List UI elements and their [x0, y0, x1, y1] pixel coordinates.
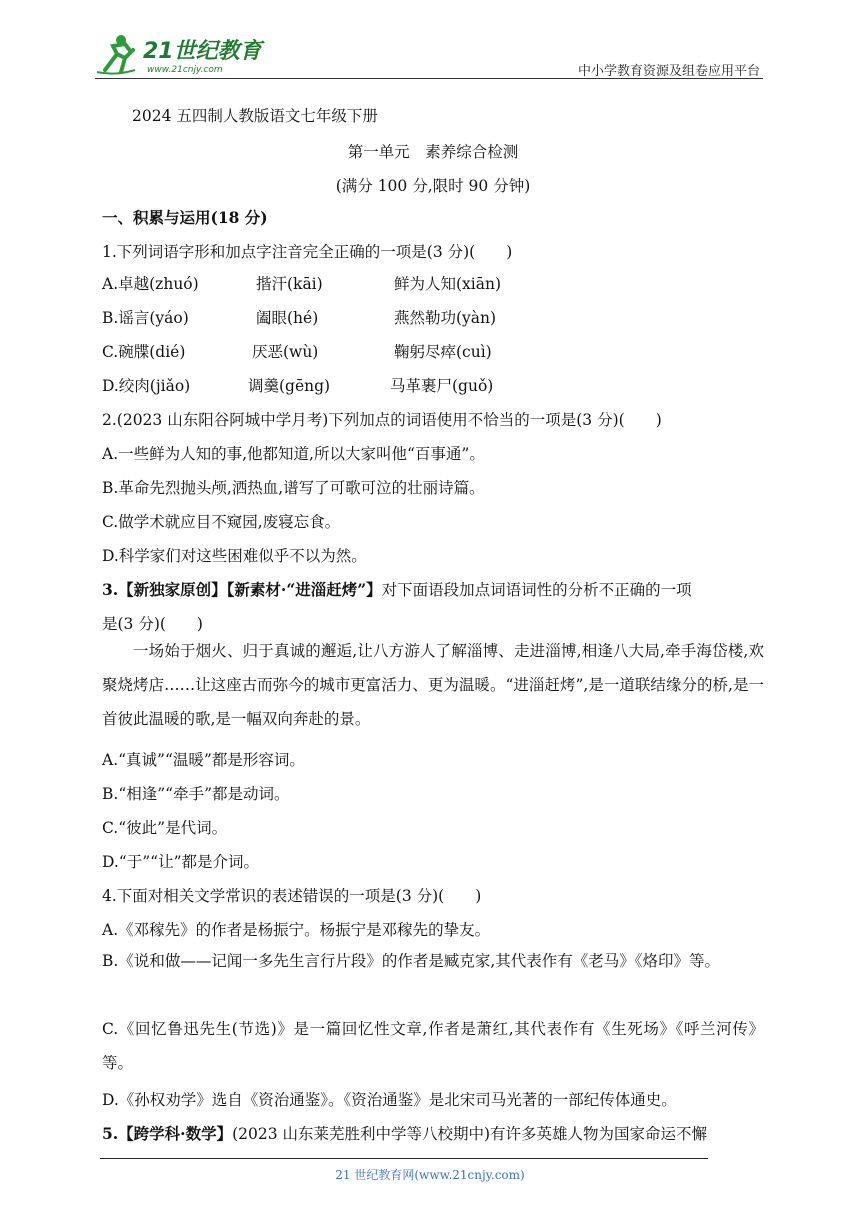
q3-option-c: C.“彼此”是代词。 [102, 819, 228, 837]
q4-option-d: D.《孙权劝学》选自《资治通鉴》。《资治通鉴》是北宋司马光著的一部纪传体通史。 [102, 1091, 677, 1109]
exam-title: 第一单元 素养综合检测 [347, 143, 519, 161]
exam-subtitle: (满分 100 分,限时 90 分钟) [335, 177, 531, 195]
q3-stem-line2: 是(3 分)( ) [102, 615, 203, 633]
section-heading: 一、积累与运用(18 分) [102, 208, 268, 227]
q3-stem: 3.【新独家原创】【新素材·“进淄赶烤”】对下面语段加点词语词性的分析不正确的一项 [102, 580, 692, 599]
q2-option-d: D.科学家们对这些困难似乎不以为然。 [102, 547, 367, 565]
q3-passage: 一场始于烟火、归于真诚的邂逅,让八方游人了解淄博、走进淄博,相逢八大局,牵手海岱楼,欢聚烧烤店……让这座古而弥今的城市更富活力、更为温暖。“进淄赶烤”,是一道联结缘分的桥,是一首彼此温暖的歌,是一幅双向奔赴的景。 [102, 642, 764, 728]
q3-option-b: B.“相逢”“牵手”都是动词。 [102, 785, 290, 803]
footer-text: 21 世纪教育网(www.21cnjy.com) [335, 1168, 525, 1182]
q3-option-d: D.“于”“让”都是介词。 [102, 853, 259, 871]
header-divider [95, 78, 763, 79]
q4-option-b: B.《说和做——记闻一多先生言行片段》的作者是臧克家,其代表作有《老马》《烙印》等。 [102, 952, 720, 970]
q3-tag: 3.【新独家原创】【新素材·“进淄赶烤”】 [102, 580, 382, 599]
logo-text: 21世纪教育 [143, 39, 262, 64]
q2-option-a: A.一些鲜为人知的事,他都知道,所以大家叫他“百事通”。 [102, 445, 485, 463]
q5-tag: 5.【跨学科·数学】 [102, 1124, 233, 1143]
logo-url: www.21cnjy.com [147, 65, 223, 75]
footer-divider [100, 1158, 708, 1159]
runner-icon [97, 35, 135, 74]
q5-stem: 5.【跨学科·数学】(2023 山东莱芜胜利中学等八校期中)有许多英雄人物为国家命运不懈 [102, 1124, 708, 1143]
q3-option-a: A.“真诚”“温暖”都是形容词。 [102, 751, 305, 769]
site-logo [95, 32, 265, 78]
q4-option-a: A.《邓稼先》的作者是杨振宁。杨振宁是邓稼先的挚友。 [102, 921, 491, 939]
q2-option-b: B.革命先烈抛头颅,洒热血,谱写了可歌可泣的壮丽诗篇。 [102, 479, 485, 497]
series-title: 2024 五四制人教版语文七年级下册 [132, 107, 378, 125]
q2-stem: 2.(2023 山东阳谷阿城中学月考)下列加点的词语使用不恰当的一项是(3 分)( ) [102, 411, 662, 429]
q1-stem: 1.下列词语字形和加点字注音完全正确的一项是(3 分)( ) [102, 243, 513, 261]
header-platform-text: 中小学教育资源及组卷应用平台 [577, 64, 760, 79]
q4-stem: 4.下面对相关文学常识的表述错误的一项是(3 分)( ) [102, 887, 482, 905]
q4-option-c: C.《回忆鲁迅先生(节选)》是一篇回忆性文章,作者是萧红,其代表作有《生死场》《呼兰河传》等。 [102, 1020, 764, 1072]
q2-option-c: C.做学术就应目不窥园,废寝忘食。 [102, 513, 341, 531]
